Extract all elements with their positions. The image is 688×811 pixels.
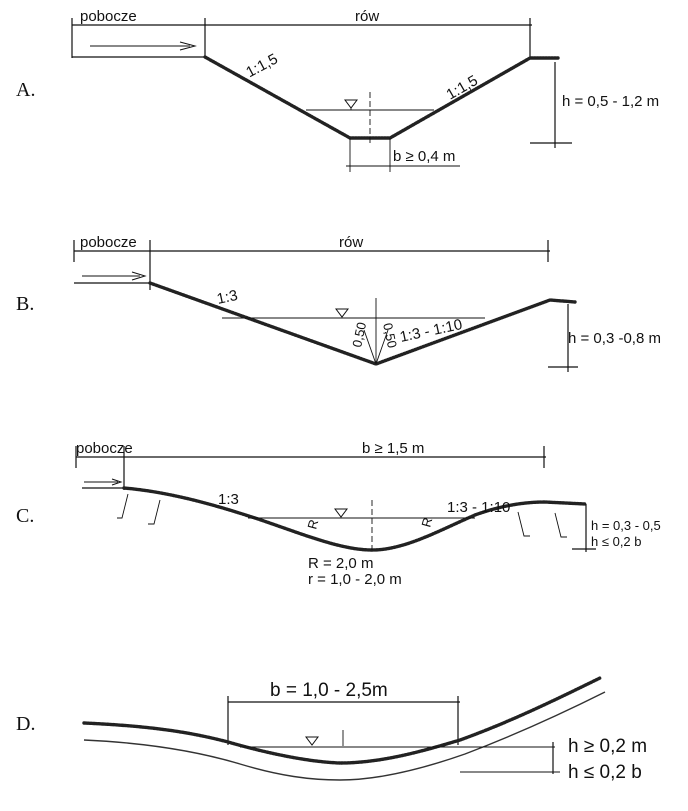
panel-c-slope-right: 1:3 - 1:10 [447,499,511,516]
panel-b [16,234,661,372]
panel-d-base-profile [84,692,605,780]
panel-c-depth-1: h = 0,3 - 0,5 [591,518,661,533]
panel-b-slope-right: 1:3 - 1:10 [398,316,464,346]
panel-a-letter: A. [16,79,36,101]
panel-c-ditch-profile [124,488,585,550]
panel-c-hook-4 [555,513,567,537]
panel-a-shoulder-label: pobocze [80,8,137,25]
panel-b-slope-left: 1:3 [215,286,240,308]
panel-c-hook-1 [117,494,128,518]
panel-a [16,8,659,172]
panel-a-water-level-symbol [345,100,357,108]
panel-b-shoulder-label: pobocze [80,234,137,251]
panel-c-radius-side: r = 1,0 - 2,0 m [308,571,402,588]
panel-a-slope-right: 1:1,5 [443,72,481,104]
panel-c-letter: C. [16,505,35,527]
panel-c-width: b ≥ 1,5 m [362,440,425,457]
panel-d-width: b = 1,0 - 2,5m [270,680,388,701]
panel-c-radius-mark-left: R [304,517,322,531]
panel-b-depth: h = 0,3 -0,8 m [568,330,661,347]
panel-d-depth-2: h ≤ 0,2 b [568,762,642,783]
panel-c-hook-3 [518,512,530,536]
panel-b-ditch-label: rów [339,234,364,251]
panel-d [16,678,647,783]
panel-b-water-level-symbol [336,309,348,317]
panel-c-shoulder-label: pobocze [76,440,133,457]
panel-a-depth: h = 0,5 - 1,2 m [562,93,660,110]
panel-c [16,440,661,588]
panel-b-dim-right: 0,50 [380,321,401,350]
panel-c-hook-2 [148,500,160,524]
panel-c-slope-left: 1:3 [218,491,239,508]
panel-c-radius-main: R = 2,0 m [308,555,374,572]
panel-a-slope-left: 1:1,5 [243,50,281,82]
panel-a-bottom-width: b ≥ 0,4 m [393,148,456,165]
panel-a-ditch-label: rów [355,8,380,25]
panel-d-letter: D. [16,713,36,735]
panel-b-dim-left: 0,50 [349,320,370,349]
panel-c-radius-mark-right: R [418,515,436,529]
panel-d-depth-1: h ≥ 0,2 m [568,736,648,757]
panel-d-water-level-symbol [306,737,318,745]
panel-b-letter: B. [16,293,35,315]
panel-c-water-level-symbol [335,509,347,517]
panel-c-depth-2: h ≤ 0,2 b [591,534,642,549]
